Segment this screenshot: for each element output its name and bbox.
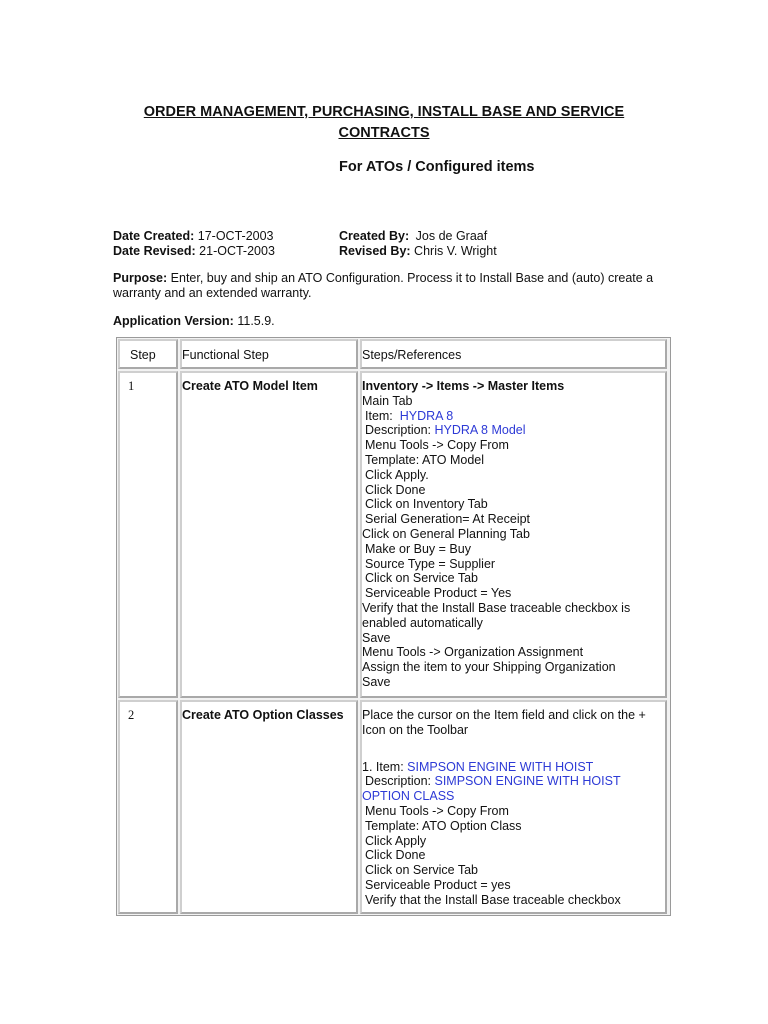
ref-line: Assign the item to your Shipping Organization xyxy=(362,660,616,675)
ref-line: Menu Tools -> Organization Assignment xyxy=(362,645,584,660)
functional-step-name: Create ATO Option Classes xyxy=(180,700,358,914)
ref-line: Source Type = Supplier xyxy=(365,556,496,571)
ref-line xyxy=(362,409,665,424)
app-version-label: Application Version: xyxy=(113,314,234,328)
functional-step-name: Create ATO Model Item xyxy=(180,371,358,698)
ref-line: Serial Generation= At Receipt xyxy=(365,512,531,527)
table-row xyxy=(117,370,670,699)
ref-line: Click on Service Tab xyxy=(365,571,479,586)
header-functional-step: Functional Step xyxy=(180,339,358,369)
ref-line: Save xyxy=(362,630,391,645)
ref-line: Menu Tools -> Copy From xyxy=(365,438,509,453)
ref-line xyxy=(362,760,665,775)
menu-path: Inventory -> Items -> Master Items xyxy=(362,379,565,393)
date-revised-label: Date Revised: xyxy=(113,244,196,258)
date-created-value: 17-OCT-2003 xyxy=(197,229,274,243)
ref-line: Click Done xyxy=(365,848,426,863)
purpose-label: Purpose: xyxy=(113,271,168,285)
header-step: Step xyxy=(118,339,178,369)
item-label: Item: xyxy=(365,408,393,423)
revised-by-value: Chris V. Wright xyxy=(414,244,497,258)
created-by-value: Jos de Graaf xyxy=(415,229,488,243)
steps-table xyxy=(116,337,671,916)
date-created xyxy=(113,229,274,244)
document-subtitle: For ATOs / Configured items xyxy=(339,159,535,175)
application-version xyxy=(113,314,275,329)
ref-line: Click on General Planning Tab xyxy=(362,526,530,541)
ref-line: Save xyxy=(362,674,391,689)
ref-line: Serviceable Product = Yes xyxy=(365,586,512,601)
step-number: 2 xyxy=(118,700,178,914)
table-header-row xyxy=(117,338,670,370)
revised-by-label: Revised By: xyxy=(339,244,411,258)
ref-line: Click Apply. xyxy=(365,467,429,482)
ref-line: Make or Buy = Buy xyxy=(365,541,471,556)
ref-line xyxy=(362,774,665,789)
steps-references xyxy=(360,371,667,698)
item-label: 1. Item: xyxy=(362,759,404,774)
ref-line: Click on Inventory Tab xyxy=(365,497,488,512)
description-value: HYDRA 8 Model xyxy=(434,423,526,438)
ref-line: Main Tab xyxy=(362,393,413,408)
created-by xyxy=(339,229,487,244)
ref-line: Menu Tools -> Copy From xyxy=(365,803,509,818)
app-version-value: 11.5.9. xyxy=(237,314,275,328)
ref-line: Place the cursor on the Item field and click on the + xyxy=(362,708,646,722)
document-title: ORDER MANAGEMENT, PURCHASING, INSTALL BASE AND SERVICE CONTRACTS xyxy=(143,104,625,141)
description-label: Description: xyxy=(365,774,431,789)
ref-line: Click Apply xyxy=(365,833,427,848)
description-value: SIMPSON ENGINE WITH HOIST xyxy=(434,774,621,789)
ref-line: Template: ATO Model xyxy=(365,452,485,467)
purpose-text-line2: warranty and an extended warranty. xyxy=(113,285,312,300)
date-revised xyxy=(113,244,275,259)
ref-line: Click on Service Tab xyxy=(365,863,479,878)
purpose-text-line1: Enter, buy and ship an ATO Configuration. Process it to Install Base and (auto) create a xyxy=(170,271,654,285)
ref-line: Verify that the Install Base traceable checkbox xyxy=(365,892,621,907)
steps-references xyxy=(360,700,667,914)
description-label: Description: xyxy=(365,423,431,438)
date-created-label: Date Created: xyxy=(113,229,195,243)
ref-line: Icon on the Toolbar xyxy=(362,722,469,737)
description-value-cont: OPTION CLASS xyxy=(362,789,455,804)
ref-line: enabled automatically xyxy=(362,615,483,630)
item-value: HYDRA 8 xyxy=(399,408,454,423)
spacer xyxy=(362,738,665,760)
ref-line: Click Done xyxy=(365,482,426,497)
date-revised-value: 21-OCT-2003 xyxy=(199,244,275,258)
table-row xyxy=(117,699,670,915)
item-value: SIMPSON ENGINE WITH HOIST xyxy=(407,759,594,774)
ref-line: Template: ATO Option Class xyxy=(365,818,522,833)
ref-line xyxy=(362,423,665,438)
ref-line: Verify that the Install Base traceable checkbox is xyxy=(362,600,631,615)
step-number: 1 xyxy=(118,371,178,698)
ref-line: Serviceable Product = yes xyxy=(365,877,511,892)
created-by-label: Created By: xyxy=(339,229,410,243)
purpose xyxy=(113,271,668,301)
revised-by xyxy=(339,244,497,259)
header-steps-references: Steps/References xyxy=(360,339,667,369)
